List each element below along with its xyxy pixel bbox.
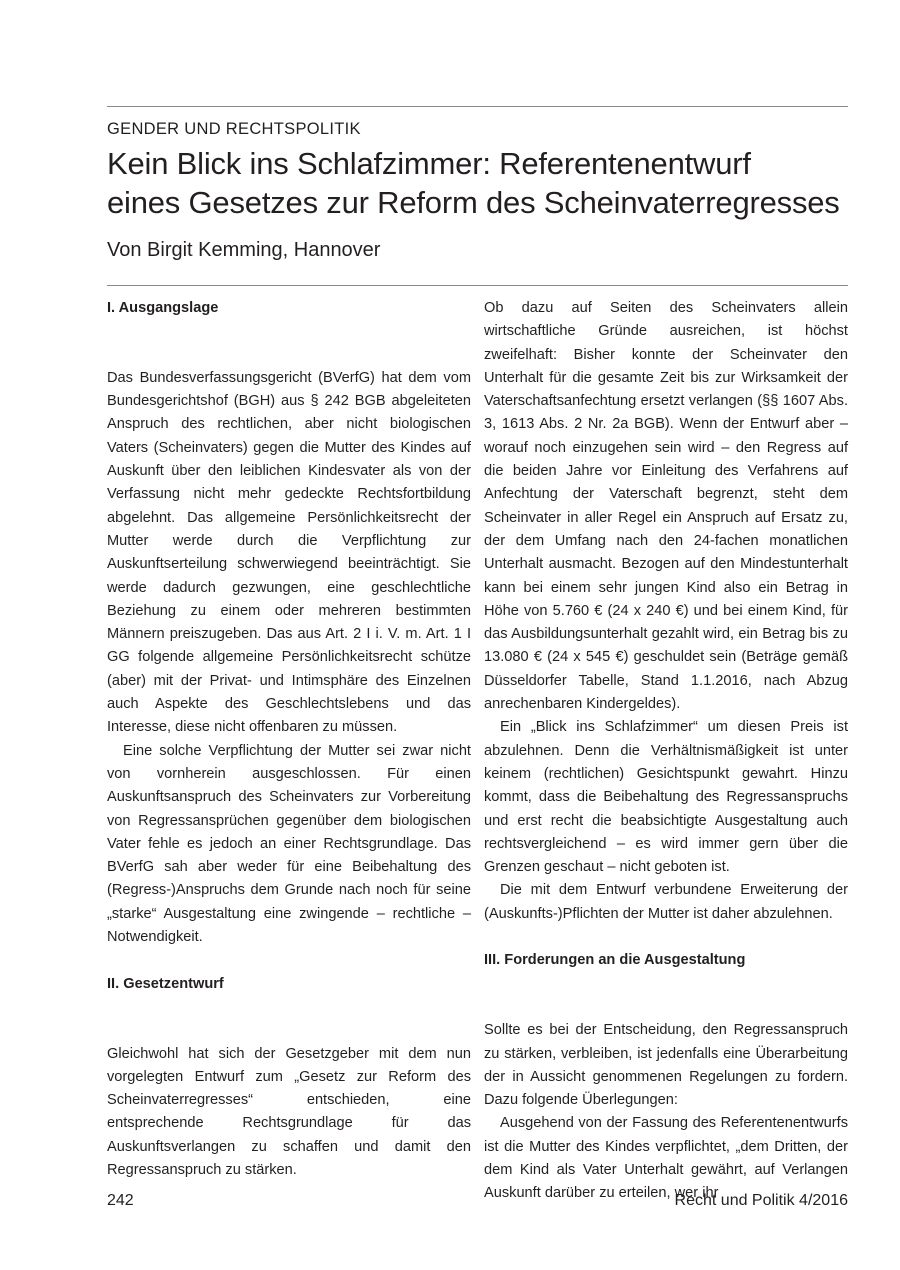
paragraph: Sollte es bei der Entscheidung, den Regressanspruch zu stärken, verbleiben, ist jedenfalls eine Überarbeitung der in Aussicht genommenen Regelungen zu fordern. Dazu folgende Überlegungen: <box>484 1022 848 1109</box>
title-line-2: eines Gesetzes zur Reform des Scheinvaterregresses <box>107 185 840 220</box>
top-divider <box>107 106 848 107</box>
article-title <box>107 144 867 222</box>
spacer <box>107 949 471 972</box>
paragraph: Gleichwohl hat sich der Gesetzgeber mit dem nun vorgelegten Entwurf zum „Gesetz zur Reform des Scheinvaterregresses“ entschieden, eine entsprechende Rechtsgrundlage für das Auskunftsverlangen zu schaffen und damit den Regressanspruch zu stärken. <box>107 1045 471 1178</box>
section-heading-forderungen: III. Forderungen an die Ausgestaltung <box>484 952 746 969</box>
left-column <box>107 297 471 1182</box>
section-heading-ausgangslage: I. Ausgangslage <box>107 300 219 316</box>
author-byline: Von Birgit Kemming, Hannover <box>107 239 381 261</box>
spacer <box>107 344 471 367</box>
paragraph: Das Bundesverfassungsgericht (BVerfG) hat dem vom Bundesgerichtshof (BGH) aus § 242 BGB abgeleiteten Anspruch des rechtlichen, aber nicht biologischen Vaters (Scheinvaters) gegen die Mutter des Kindes auf Auskunft über den leiblichen Kindesvater als von der Verfassung nicht mehr gedeckte Rechtsfortbildung abgelehnt. Das allgemeine Persönlichkeitsrecht der Mutter werde durch die Verpflichtung zur Auskunftserteilung schwerwiegend beeinträchtigt. Sie werde dadurch gezwungen, eine geschlechtliche Beziehung zu einem oder mehreren bestimmten Männern preiszugeben. Das aus Art. 2 I i. V. m. Art. 1 I GG folgende allgemeine Persönlichkeitsrecht schütze (aber) mit der Privat- und Intimsphäre des Einzelnen auch Aspekte des Geschlechtslebens und das Interesse, diese nicht offenbaren zu müssen. <box>107 369 471 736</box>
section-heading-gesetzentwurf: II. Gesetzentwurf <box>107 975 224 992</box>
page-number: 242 <box>107 1192 134 1209</box>
spacer <box>107 1019 471 1042</box>
paragraph: Eine solche Verpflichtung der Mutter sei zwar nicht von vornherein ausgeschlossen. Für einen Auskunftsanspruch des Scheinvaters zur Vorbereitung von Regressansprüchen gegenüber dem biologischen Vater fehle es jedoch an einer Rechtsgrundlage. Das BVerfG sah aber weder für eine Beibehaltung des (Regress-)Anspruchs dem Grunde nach noch für seine „starke“ Ausgestaltung eine zwingende – rechtliche – Notwendigkeit. <box>107 742 471 946</box>
right-column <box>484 297 848 1206</box>
spacer <box>484 996 848 1019</box>
paragraph: Ausgehend von der Fassung des Referentenentwurfs ist die Mutter des Kindes verpflichtet, „dem Dritten, der dem Kind als Vater Unterhalt gewährt, auf Verlangen Auskunft darüber zu erteilen, wer ihr <box>484 1115 848 1202</box>
paragraph: Ein „Blick ins Schlafzimmer“ um diesen Preis ist abzulehnen. Denn die Verhältnismäßigkeit ist unter keinem (rechtlichen) Gesichtspunkt gewahrt. Hinzu kommt, dass die Beibehaltung des Regressanspruchs und erst recht die beabsichtigte Ausgestaltung auch rechtsvergleichend – es wird immer gern über die Grenzen geschaut – nicht geboten ist. <box>484 719 848 876</box>
journal-citation: Recht und Politik 4/2016 <box>674 1192 848 1209</box>
paragraph: Ob dazu auf Seiten des Scheinvaters allein wirtschaftliche Gründe ausreichen, ist höchst zweifelhaft: Bisher konnte der Scheinvater den Unterhalt für die gesamte Zeit bis zur Wirksamkeit der Vaterschaftsanfechtung ersetzt verlangen (§§ 1607 Abs. 3, 1613 Abs. 2 Nr. 2a BGB). Wenn der Entwurf aber – worauf noch einzugehen sein wird – den Regress auf die beiden Jahre vor Einleitung des Verfahrens auf Anfechtung der Vaterschaft begrenzt, steht dem Scheinvater in aller Regel ein Anspruch auf Ersatz zu, der dem Umfang nach den 24-fachen monatlichen Unterhalt ausmacht. Bezogen auf den Mindestunterhalt kann bei einem sehr jungen Kind also ein Betrag in Höhe von 5.760 € (24 x 240 €) und bei einem Kind, für das Ausbildungsunterhalt gezahlt wird, ein Betrag bis zu 13.080 € (24 x 545 €) geschuldet sein (Beträge gemäß Düsseldorfer Tabelle, Stand 1.1.2016, nach Abzug anrechenbaren Kindergeldes). <box>484 300 848 713</box>
section-kicker: GENDER UND RECHTSPOLITIK <box>107 120 361 138</box>
spacer <box>484 926 848 949</box>
paragraph: Die mit dem Entwurf verbundene Erweiterung der (Auskunfts-)Pflichten der Mutter ist daher abzulehnen. <box>484 882 848 922</box>
header-divider <box>107 285 848 286</box>
title-line-1: Kein Blick ins Schlafzimmer: Referentenentwurf <box>107 146 751 181</box>
